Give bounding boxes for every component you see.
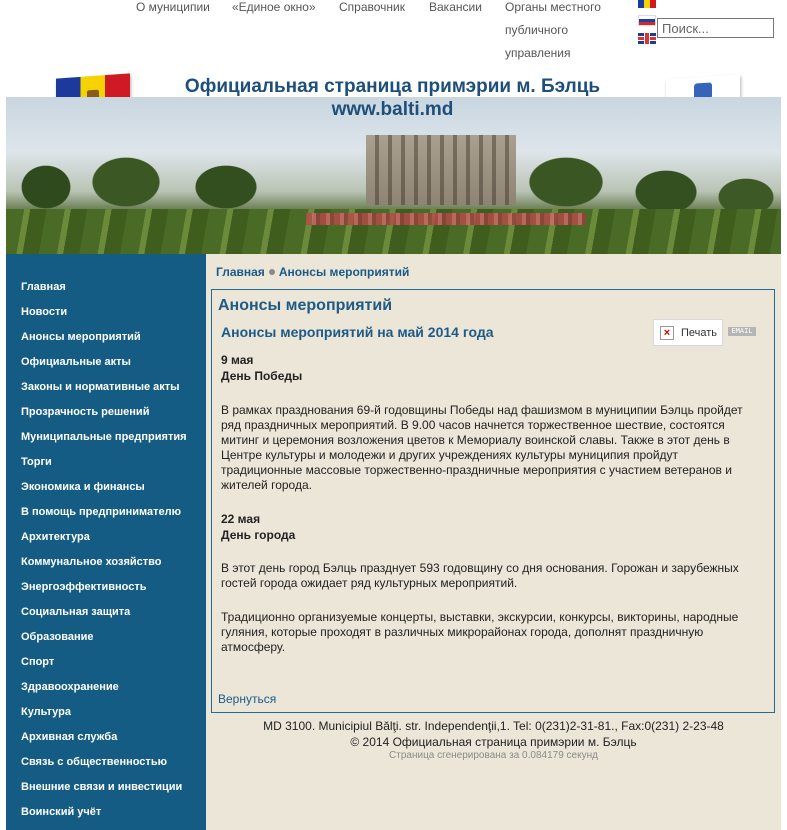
print-label: Печать: [681, 327, 718, 339]
sidebar-item-public-relations[interactable]: Связь с общественностью: [21, 756, 167, 768]
nav-about-municipality[interactable]: О муниципии: [136, 0, 210, 14]
banner-building: [366, 135, 516, 205]
sidebar-item-culture[interactable]: Культура: [21, 706, 71, 718]
event-description-3: Традиционно организуемые концерты, выставки, экскурсии, конкурсы, викторины, народные гуляния, которые проходят в различных микрорайонах города, дополнят праздничную атмосферу.: [221, 610, 739, 654]
breadcrumb-current[interactable]: Анонсы мероприятий: [278, 265, 410, 279]
event-name-1: День Победы: [221, 369, 303, 383]
sidebar-item-events[interactable]: Анонсы мероприятий: [21, 331, 141, 343]
email-button[interactable]: EMAIL: [728, 327, 756, 336]
sidebar-item-home[interactable]: Главная: [21, 281, 66, 293]
site-url: www.balti.md: [331, 99, 454, 120]
moldova-flag-icon[interactable]: [638, 0, 656, 8]
footer-address: MD 3100. Municipiul Bălţi. str. Independenţii,1. Tel: 0(231)2-31-81., Fax:0(231) 2-23-48: [263, 719, 724, 733]
sidebar-item-official-acts[interactable]: Официальные акты: [21, 356, 131, 368]
main-content: [206, 254, 781, 830]
breadcrumb-home[interactable]: Главная: [216, 265, 265, 279]
sidebar-item-laws[interactable]: Законы и нормативные акты: [21, 381, 180, 393]
article-title: Анонсы мероприятий на май 2014 года: [221, 324, 494, 340]
event-description-1: В рамках празднования 69-й годовщины Победы над фашизмом в муниципии Бэлць пройдет ряд праздничных мероприятий. В 9.00 часов начнется торжественное шествие, состоятся митинг и церемония возложения цветов к Мемориалу воинской славы. Также в этот день в Центре культуры и молодежи и других учреждениях культуры муниципия пройдут традиционные массовые торжественно-праздничные мероприятия с участием ветеранов и жителей города.: [221, 403, 743, 492]
event-date-2: 22 мая: [221, 512, 261, 526]
sidebar-item-architecture[interactable]: Архитектура: [21, 531, 90, 543]
footer-copyright: © 2014 Официальная страница примэрии м. Бэлць: [350, 735, 637, 749]
sidebar-item-municipal-enterprises[interactable]: Муниципальные предприятия: [21, 431, 187, 443]
russia-flag-icon[interactable]: [638, 15, 656, 26]
sidebar-item-tenders[interactable]: Торги: [21, 456, 52, 468]
sidebar-item-economy[interactable]: Экономика и финансы: [21, 481, 145, 493]
footer-generation-time: Страница сгенерирована за 0.084179 секунд: [389, 750, 598, 761]
sidebar-item-social[interactable]: Социальная защита: [21, 606, 131, 618]
back-link[interactable]: Вернуться: [218, 692, 277, 706]
article-box: [211, 289, 775, 713]
sidebar-item-health[interactable]: Здравоохранение: [21, 681, 119, 693]
search-input[interactable]: [657, 18, 774, 38]
nav-vacancies[interactable]: Вакансии: [429, 0, 482, 14]
nav-local-authorities[interactable]: Органы местного публичного управления: [505, 0, 601, 60]
sidebar-item-military[interactable]: Воинский учёт: [21, 806, 102, 818]
breadcrumb-separator-icon: [269, 269, 275, 275]
breadcrumb: [216, 265, 409, 279]
sidebar-item-communal[interactable]: Коммунальное хозяйство: [21, 556, 162, 568]
event-description-2: В этот день город Бэлць празднует 593 годовщину со дня основания. Горожан и зарубежных гостей города ожидает ряд культурных мероприятий.: [221, 561, 739, 590]
print-icon: ×: [660, 326, 674, 340]
sidebar-item-sport[interactable]: Спорт: [21, 656, 55, 668]
site-title: Официальная страница примэрии м. Бэлць: [184, 76, 601, 97]
event-name-2: День города: [221, 528, 296, 542]
print-button[interactable]: [653, 319, 723, 346]
sidebar-item-transparency[interactable]: Прозрачность решений: [21, 406, 150, 418]
sidebar-menu: [6, 254, 206, 830]
banner-flowerbed: [306, 213, 586, 225]
sidebar-item-energy[interactable]: Энергоэффективность: [21, 581, 147, 593]
sidebar-item-entrepreneurs[interactable]: В помощь предпринимателю: [21, 506, 182, 518]
sidebar-item-archive[interactable]: Архивная служба: [21, 731, 118, 743]
event-date-1: 9 мая: [221, 353, 254, 367]
sidebar-item-education[interactable]: Образование: [21, 631, 94, 643]
uk-flag-icon[interactable]: [638, 33, 656, 44]
sidebar-item-news[interactable]: Новости: [21, 306, 68, 318]
nav-directory[interactable]: Справочник: [339, 0, 405, 14]
sidebar-item-external-relations[interactable]: Внешние связи и инвестиции: [21, 781, 183, 793]
section-title: Анонсы мероприятий: [218, 297, 393, 314]
nav-single-window[interactable]: «Единое окно»: [232, 0, 316, 14]
